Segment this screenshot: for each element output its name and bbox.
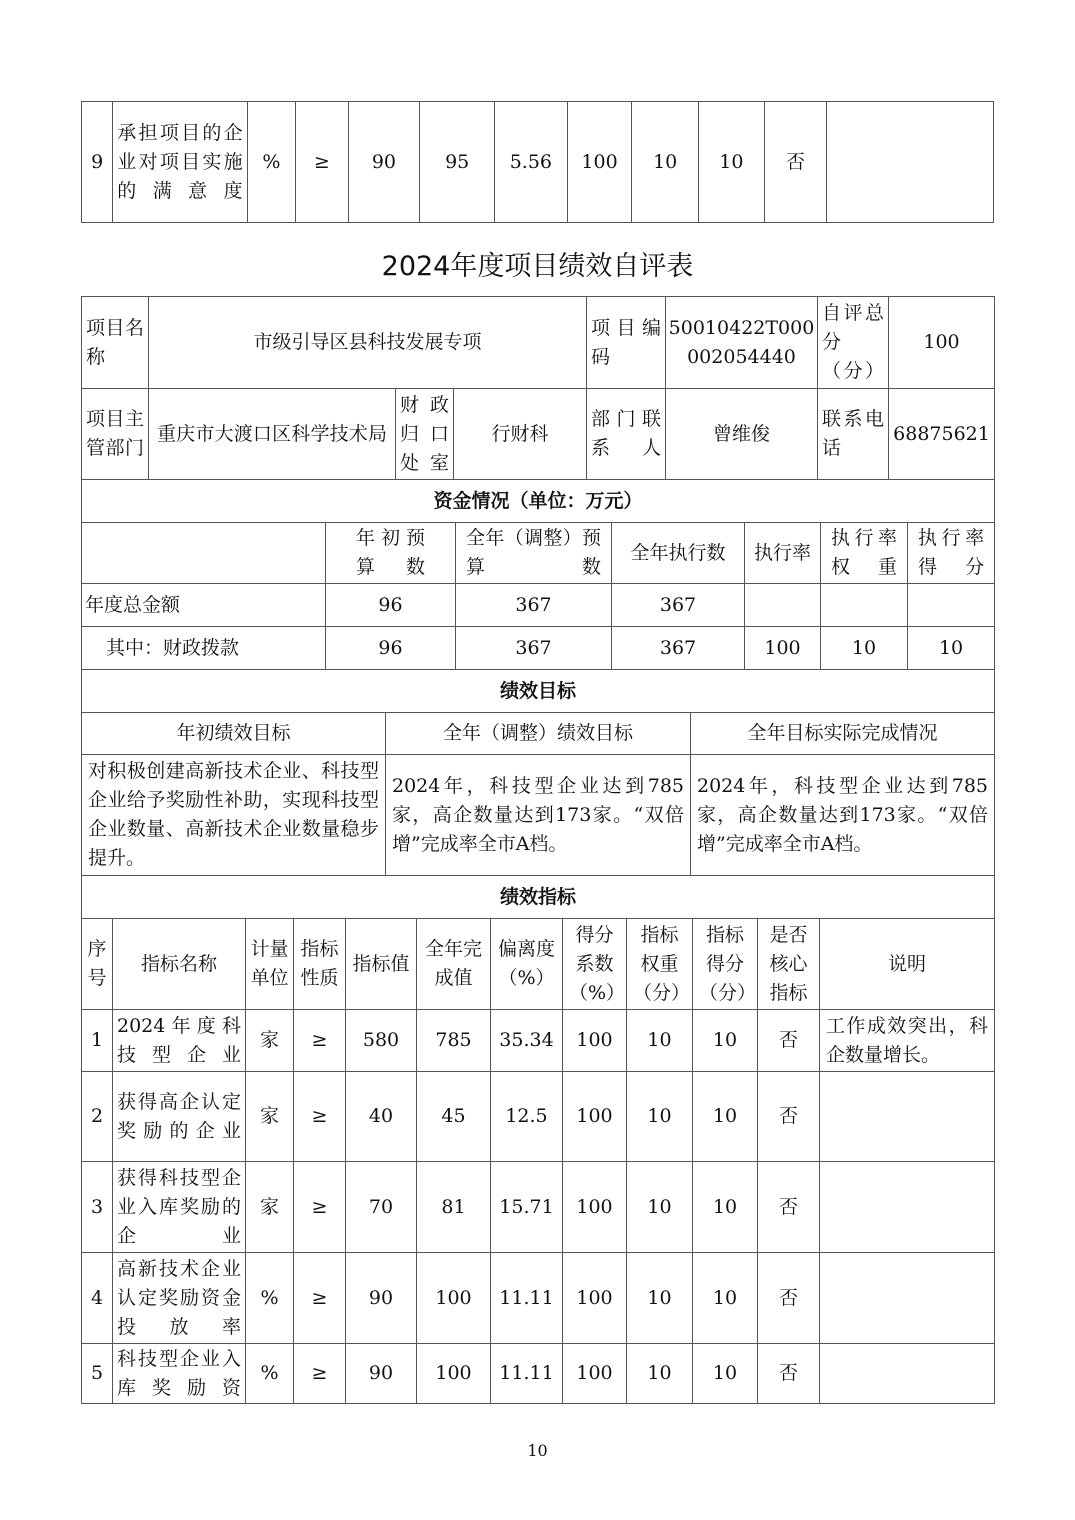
coefficient: 100 [563,1010,627,1072]
phone: 68875621 [889,389,995,480]
header-actual: 全年完成值 [417,919,491,1010]
header-no: 序号 [82,919,113,1010]
target-value: 90 [348,102,420,223]
executed: 367 [612,627,745,670]
score: 10 [693,1072,758,1162]
actual-value: 100 [417,1344,491,1404]
header-adjusted: 全年（调整）预算数 [456,523,612,584]
core-indicator: 否 [758,1072,820,1162]
row-label: 其中：财政拨款 [82,627,326,670]
indicators-section-title: 绩效指标 [82,876,995,919]
deviation: 11.11 [491,1344,563,1404]
coefficient: 100 [563,1253,627,1344]
phone-label: 联系电话 [818,389,889,480]
table-row [82,1010,995,1072]
actual-value: 785 [417,1010,491,1072]
funds-table [81,479,995,670]
project-code-label: 项目编码 [587,297,666,389]
dept: 重庆市大渡口区科学技术局 [149,389,396,480]
header-coef: 得分系数（%） [563,919,627,1010]
actual-value: 45 [417,1072,491,1162]
nature: ≥ [294,1162,346,1253]
nature: ≥ [294,1072,346,1162]
header-actual-completion: 全年目标实际完成情况 [691,713,995,755]
actual-value: 95 [420,102,495,223]
contact-label: 部门联系人 [587,389,666,480]
indicator-name: 获得高企认定奖励的企业 [113,1072,246,1162]
indicators-table [81,875,995,1404]
goals-section-title: 绩效目标 [82,670,995,713]
rate: 100 [745,627,821,670]
target-value: 580 [346,1010,417,1072]
note [820,1344,995,1404]
note [820,1253,995,1344]
project-info-table [81,296,995,480]
page-title: 2024年度项目绩效自评表 [381,251,694,282]
score: 10 [693,1010,758,1072]
row-number: 5 [82,1344,113,1404]
indicator-name: 承担项目的企业对项目实施的满意度 [113,102,247,223]
nature: ≥ [294,1253,346,1344]
rate-weight: 10 [821,627,908,670]
row-number: 3 [82,1162,113,1253]
indicator-name: 获得科技型企业入库奖励的企业 [113,1162,246,1253]
deviation: 5.56 [495,102,568,223]
table-row [82,1253,995,1344]
note [827,102,994,223]
deviation: 35.34 [491,1010,563,1072]
row-label: 年度总金额 [82,584,326,627]
unit: % [247,102,295,223]
coefficient: 100 [563,1162,627,1253]
core-indicator: 否 [758,1253,820,1344]
rate [745,584,821,627]
weight: 10 [627,1072,693,1162]
weight: 10 [627,1253,693,1344]
budget: 96 [326,627,456,670]
header-nature: 指标性质 [294,919,346,1010]
indicator-name: 高新技术企业认定奖励资金投放率 [113,1253,246,1344]
unit: 家 [246,1010,294,1072]
unit: % [246,1344,294,1404]
executed: 367 [612,584,745,627]
deviation: 12.5 [491,1072,563,1162]
rate-score: 10 [908,627,995,670]
header-weight: 指标权重（分） [627,919,693,1010]
deviation: 11.11 [491,1253,563,1344]
adjusted: 367 [456,627,612,670]
target-value: 90 [346,1344,417,1404]
coefficient: 100 [567,102,632,223]
header-unit: 计量单位 [246,919,294,1010]
nature: ≥ [294,1344,346,1404]
score: 10 [693,1253,758,1344]
actual-completion: 2024年，科技型企业达到785家，高企数量达到173家。“双倍增”完成率全市A档。 [691,755,995,876]
self-score-label: 自评总分（分） [818,297,889,389]
note: 工作成效突出，科企数量增长。 [820,1010,995,1072]
table-row [82,1344,995,1404]
finance-label: 财政归口处室 [396,389,454,480]
weight: 10 [627,1344,693,1404]
coefficient: 100 [563,1072,627,1162]
project-name: 市级引导区县科技发展专项 [149,297,587,389]
note [820,1072,995,1162]
initial-goal: 对积极创建高新技术企业、科技型企业给予奖励性补助，实现科技型企业数量、高新技术企业数量稳步提升。 [82,755,386,876]
header-rate: 执行率 [745,523,821,584]
table-row [82,584,995,627]
score: 10 [693,1162,758,1253]
prev-indicator-table [81,101,994,223]
nature: ≥ [296,102,349,223]
rate-weight [821,584,908,627]
adjusted: 367 [456,584,612,627]
header-rate-weight: 执行率权重 [821,523,908,584]
table-row [82,1162,995,1253]
header-core: 是否核心指标 [758,919,820,1010]
indicator-name: 科技型企业入库奖励资 [113,1344,246,1404]
score: 10 [699,102,765,223]
header-target: 指标值 [346,919,417,1010]
budget: 96 [326,584,456,627]
core-indicator: 否 [758,1162,820,1253]
coefficient: 100 [563,1344,627,1404]
score: 10 [693,1344,758,1404]
header-note: 说明 [820,919,995,1010]
header-adjusted-goal: 全年（调整）绩效目标 [386,713,691,755]
self-score: 100 [889,297,995,389]
note [820,1162,995,1253]
nature: ≥ [294,1010,346,1072]
row-number: 2 [82,1072,113,1162]
row-number: 4 [82,1253,113,1344]
weight: 10 [627,1010,693,1072]
header-score: 指标得分（分） [693,919,758,1010]
project-name-label: 项目名称 [82,297,149,389]
row-number: 9 [82,102,113,223]
dept-label: 项目主管部门 [82,389,149,480]
adjusted-goal: 2024年，科技型企业达到785家，高企数量达到173家。“双倍增”完成率全市A档。 [386,755,691,876]
table-row [82,102,994,223]
funds-section-title: 资金情况（单位：万元） [82,480,995,523]
indicator-name: 2024年度科技型企业 [113,1010,246,1072]
header-deviation: 偏离度（%） [491,919,563,1010]
header-rate-score: 执行率得分 [908,523,995,584]
unit: 家 [246,1072,294,1162]
finance-office: 行财科 [454,389,587,480]
project-code: 50010422T000002054440 [666,297,818,389]
weight: 10 [632,102,699,223]
header-budget: 年初预算数 [326,523,456,584]
table-row [82,1072,995,1162]
weight: 10 [627,1162,693,1253]
target-value: 90 [346,1253,417,1344]
unit: 家 [246,1162,294,1253]
page-number: 10 [527,1441,548,1460]
core-indicator: 否 [758,1344,820,1404]
header-initial-goal: 年初绩效目标 [82,713,386,755]
deviation: 15.71 [491,1162,563,1253]
rate-score [908,584,995,627]
header-executed: 全年执行数 [612,523,745,584]
row-number: 1 [82,1010,113,1072]
core-indicator: 否 [758,1010,820,1072]
contact-person: 曾维俊 [666,389,818,480]
actual-value: 100 [417,1253,491,1344]
table-row [82,627,995,670]
core-indicator: 否 [764,102,827,223]
target-value: 40 [346,1072,417,1162]
target-value: 70 [346,1162,417,1253]
goals-table [81,669,995,876]
header-name: 指标名称 [113,919,246,1010]
actual-value: 81 [417,1162,491,1253]
unit: % [246,1253,294,1344]
